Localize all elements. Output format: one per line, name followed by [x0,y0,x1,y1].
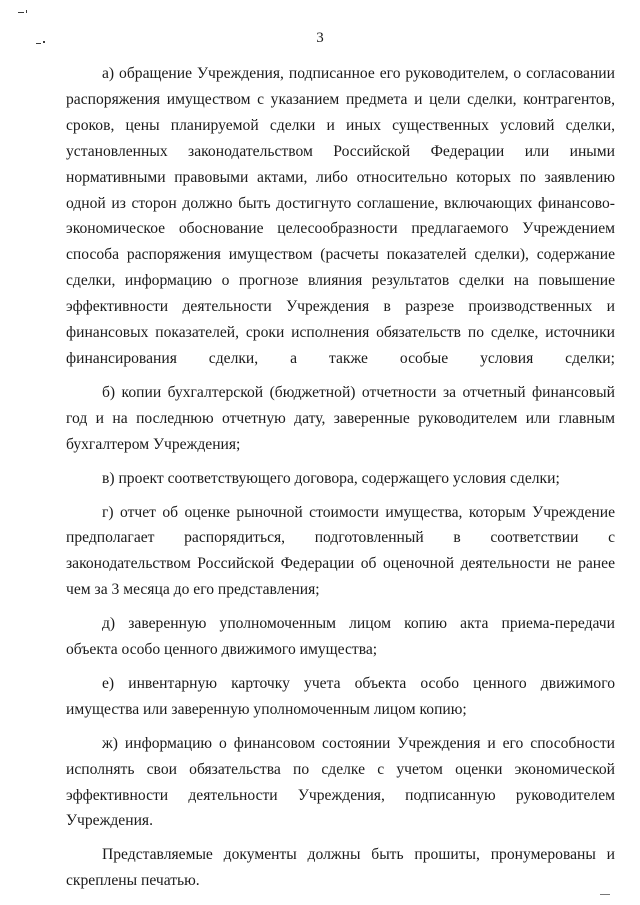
paragraph-item-e: е) инвентарную карточку учета объекта особо ценного движимого имущества или заверенную уполномоченным лицом копию; [66,674,615,718]
document-body [66,61,615,902]
paragraph-item-zh: ж) информацию о финансовом состоянии Учреждения и его способности исполнять свои обязательства по сделке с учетом оценки экономической эффективности деятельности Учреждения, подписанную руководителем Учреждения. [66,734,615,830]
page-number: 3 [316,30,324,46]
paragraph-closing: Представляемые документы должны быть прошиты, пронумерованы и скреплены печатью. [66,846,615,890]
scan-artifact [18,12,24,13]
paragraph-item-d: д) заверенную уполномоченным лицом копию акта приема-передачи объекта особо ценного движимого имущества; [66,615,615,659]
scan-artifact [26,10,27,13]
paragraph-item-v: в) проект соответствующего договора, содержащего условия сделки; [102,469,560,487]
paragraph-item-g: г) отчет об оценке рыночной стоимости имущества, которым Учреждение предполагает распорядиться, подготовленный в соответствии с законодательством Российской Федерации об оценочной деятельности не ранее чем за 3 месяца до его представления; [66,503,615,599]
paragraph-item-b: б) копии бухгалтерской (бюджетной) отчетности за отчетный финансовый год и на последнюю отчетную дату, заверенные руководителем или главным бухгалтером Учреждения; [66,383,615,453]
paragraph-item-a: а) обращение Учреждения, подписанное его руководителем, о согласовании распоряжения имуществом с указанием предмета и цели сделки, контрагентов, сроков, цены планируемой сделки и иных существенных условий сделки, установленных законодательством Российской Федерации или иными нормативными правовыми актами, либо относительно которых по заявлению одной из сторон должно быть достигнуто соглашение, включающих финансово-экономическое обоснование целесообразности предлагаемого Учреждением способа распоряжения имуществом (расчеты показателей сделки), содержание сделки, информацию о прогнозе влияния результатов сделки на повышение эффективности деятельности Учреждения в разрезе производственных и финансовых показателей, сроки исполнения обязательств по сделке, источники финансирования сделки, а также особые условия сделки; [66,65,615,367]
